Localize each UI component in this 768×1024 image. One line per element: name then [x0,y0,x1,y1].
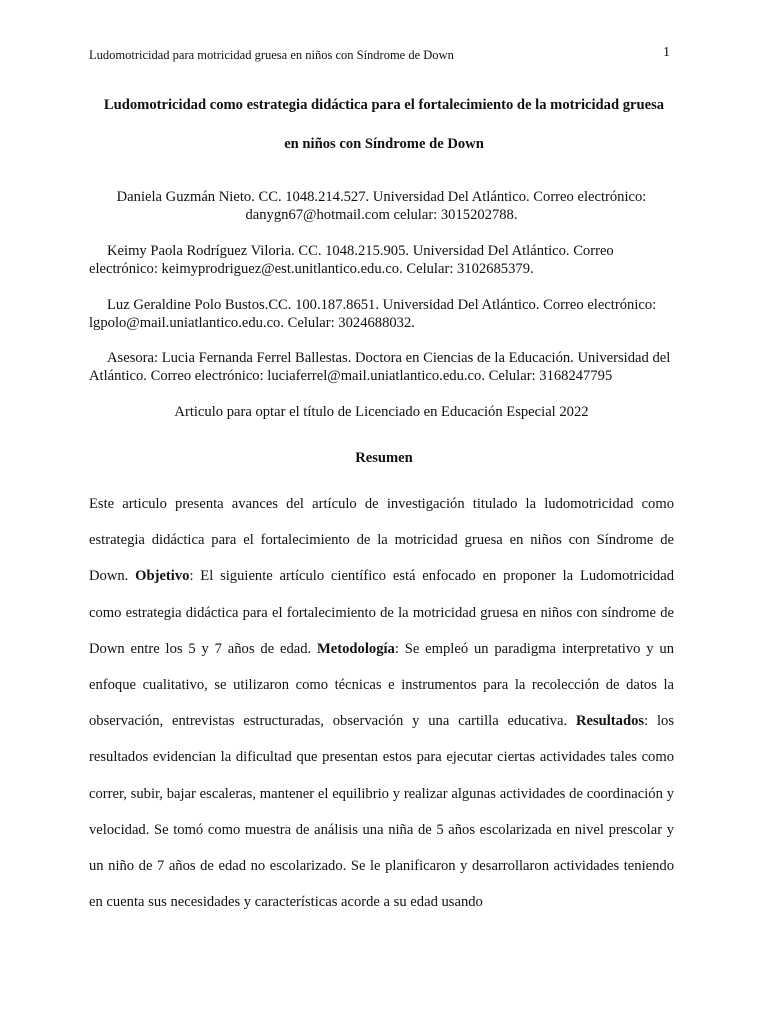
method-text: : Se empleó un paradigma interpretativo y un enfoque cualitativo, se utilizaron como técnicas e instrumentos para la recolección de datos la observación, entrevistas estructuradas, observación y una cartilla educativa. [89,640,674,730]
abstract-heading: Resumen [355,450,413,466]
author-3-info: Luz Geraldine Polo Bustos.CC. 100.187.8651. Universidad Del Atlántico. Correo electrónico: lgpolo@mail.uniatlantico.edu.co. Celular: 3024688032. [89,297,657,331]
abstract-intro: Este articulo presenta avances del artículo de investigación titulado la ludomotricidad como estrategia didáctica para el fortalecimiento de la motricidad gruesa en niños con Síndrome de Down. [89,496,674,585]
page-number: 1 [663,45,670,60]
author-1-info: Daniela Guzmán Nieto. CC. 1048.214.527. Universidad Del Atlántico. Correo electrónico: danygn67@hotmail.com celular: 3015202788. [116,189,647,223]
results-text: : los resultados evidencian la dificultad que presentan estos para ejecutar ciertas actividades tales como correr, subir, bajar escaleras, mantener el equilibrio y realizar algunas actividades de coordinación y velocidad. Se tomó como muestra de análisis una niña de 5 años escolarizada en nivel prescolar y un niño de 7 años de edad no escolarizado. Se le planificaron y desarrollaron actividades teniendo en cuenta sus necesidades y características acorde a su edad usando [89,713,674,911]
method-label: Metodología [317,640,395,657]
title-line-1: Ludomotricidad como estrategia didáctica para el fortalecimiento de la motricidad gruesa [103,97,665,113]
author-2-info: Keimy Paola Rodríguez Viloria. CC. 1048.215.905. Universidad Del Atlántico. Correo electrónico: keimyprodriguez@est.unitlantico.edu.co. Celular: 3102685379. [89,243,614,277]
running-head: Ludomotricidad para motricidad gruesa en niños con Síndrome de Down [89,48,454,62]
degree-purpose: Articulo para optar el título de Licenciado en Educación Especial 2022 [174,404,589,420]
objective-label: Objetivo [135,568,190,585]
title-line-2: en niños con Síndrome de Down [284,136,484,152]
advisor-info: Asesora: Lucia Fernanda Ferrel Ballestas. Doctora en Ciencias de la Educación. Universidad del Atlántico. Correo electrónico: luciaferrel@mail.uniatlantico.edu.co. Celular: 3168247795 [89,350,671,384]
objective-text: : El siguiente artículo científico está enfocado en proponer la Ludomotricidad como estrategia didáctica para el fortalecimiento de la motricidad gruesa en niños con síndrome de Down entre los 5 y 7 años de edad. [89,568,674,657]
abstract-body [89,486,674,920]
results-label: Resultados [575,713,645,730]
